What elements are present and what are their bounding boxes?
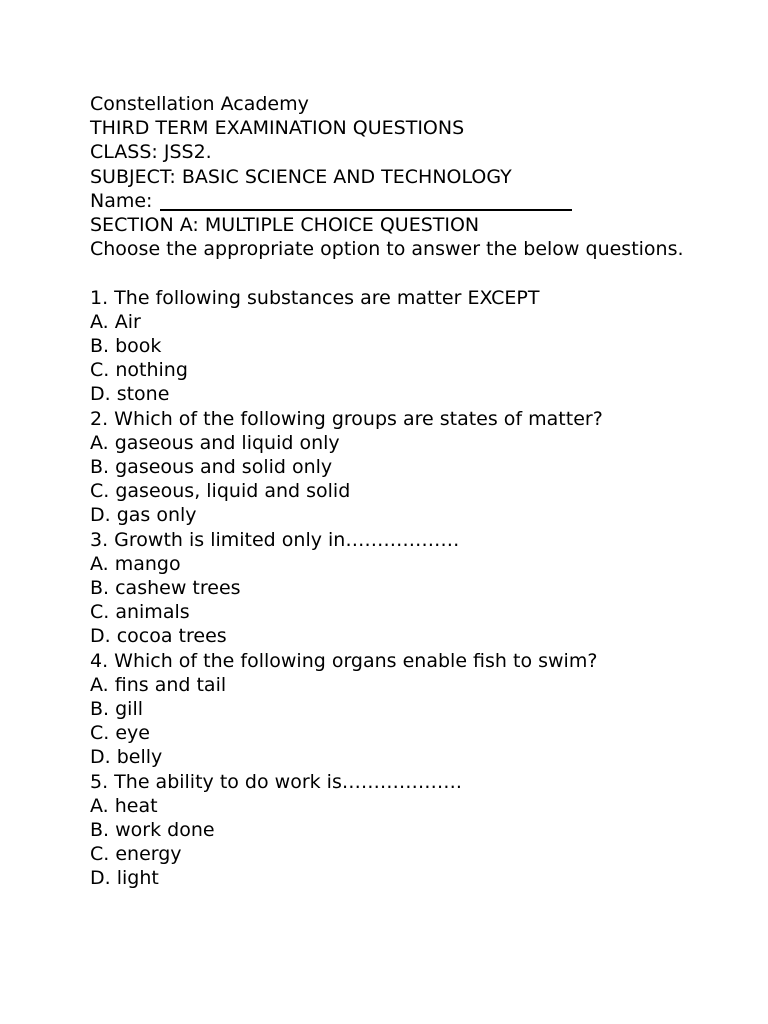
option-d: D. light <box>90 867 159 890</box>
name-label: Name: <box>90 189 153 212</box>
question-text: 5. The ability to do work is………………. <box>90 770 462 793</box>
option-d: D. stone <box>90 383 170 406</box>
option-d: D. gas only <box>90 504 197 527</box>
option-b: B. cashew trees <box>90 577 241 600</box>
option-a: A. fins and tail <box>90 673 227 696</box>
name-field-row <box>90 189 730 213</box>
school-name: Constellation Academy <box>90 93 309 115</box>
option-c: C. eye <box>90 722 150 745</box>
section-title: SECTION A: MULTIPLE CHOICE QUESTION <box>90 214 480 237</box>
option-b: B. gaseous and solid only <box>90 456 333 479</box>
question-3 <box>90 528 730 649</box>
question-4 <box>90 649 730 770</box>
question-text: 2. Which of the following groups are states of matter? <box>90 407 603 430</box>
question-1 <box>90 286 730 407</box>
section-instruction: Choose the appropriate option to answer the below questions. <box>90 238 684 261</box>
name-blank-line[interactable] <box>160 190 572 211</box>
option-d: D. cocoa trees <box>90 625 227 648</box>
option-a: A. heat <box>90 794 158 817</box>
option-c: C. gaseous, liquid and solid <box>90 480 351 503</box>
option-c: C. nothing <box>90 359 188 382</box>
question-text: 3. Growth is limited only in……………… <box>90 528 460 551</box>
option-b: B. book <box>90 335 162 358</box>
question-text: 4. Which of the following organs enable fish to swim? <box>90 649 598 672</box>
exam-title: THIRD TERM EXAMINATION QUESTIONS <box>90 117 465 140</box>
exam-document <box>90 92 730 891</box>
option-d: D. belly <box>90 746 163 769</box>
option-a: A. gaseous and liquid only <box>90 431 340 454</box>
question-text: 1. The following substances are matter EXCEPT <box>90 286 540 309</box>
question-5 <box>90 770 730 891</box>
option-a: A. mango <box>90 552 181 575</box>
option-c: C. energy <box>90 843 182 866</box>
option-b: B. work done <box>90 819 215 842</box>
option-c: C. animals <box>90 601 190 624</box>
subject-label: SUBJECT: BASIC SCIENCE AND TECHNOLOGY <box>90 165 512 188</box>
question-2 <box>90 407 730 528</box>
option-a: A. Air <box>90 310 141 333</box>
spacer <box>90 261 730 285</box>
class-label: CLASS: JSS2. <box>90 141 212 164</box>
option-b: B. gill <box>90 698 144 721</box>
